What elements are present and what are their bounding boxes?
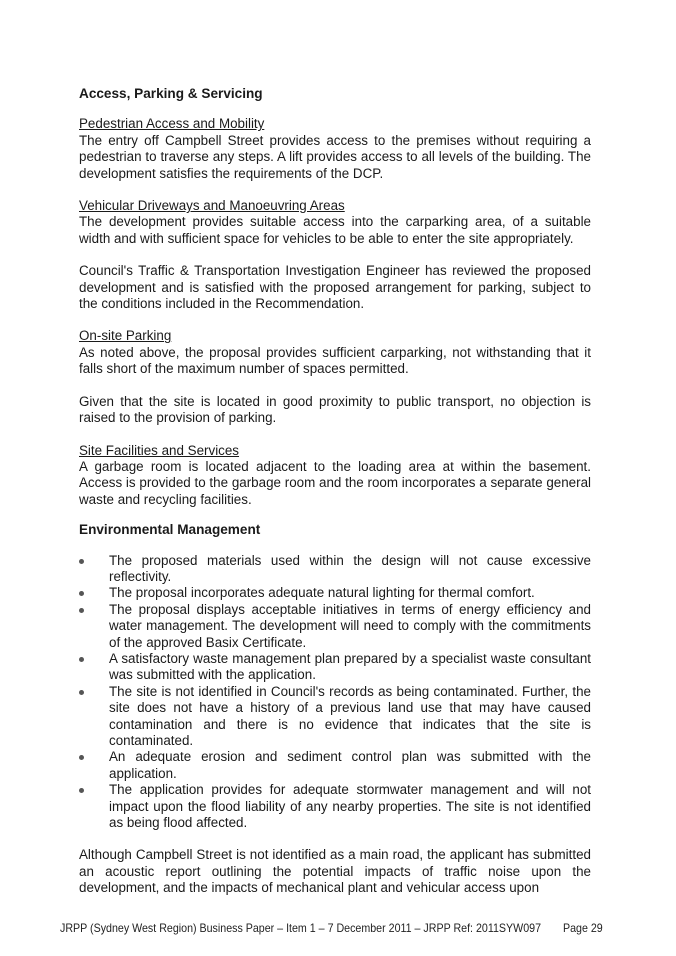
list-item <box>79 684 591 750</box>
bullet-text: The proposal displays acceptable initiatives in terms of energy efficiency and water management. The development will need to comply with the commitments of the approved Basix Certificate. <box>109 601 591 650</box>
page-content <box>79 86 591 897</box>
bullet-icon <box>79 608 84 613</box>
subheading-parking: On-site Parking <box>79 328 172 344</box>
paragraph-facilities: A garbage room is located adjacent to the loading area at within the basement. Access is provided to the garbage room and the room incorporates a separate general waste and recycling facilities. <box>79 458 591 507</box>
bullet-text: The application provides for adequate stormwater management and will not impact upon the flood liability of any nearby properties. The site is not identified as being flood affected. <box>109 782 591 831</box>
list-item <box>79 651 591 684</box>
paragraph-closing: Although Campbell Street is not identified as a main road, the applicant has submitted an acoustic report outlining the potential impacts of traffic noise upon the development, and the impacts of mechanical plant and vehicular access upon <box>79 847 591 896</box>
subsection-vehicular <box>79 198 591 312</box>
bullet-text: The proposal incorporates adequate natural lighting for thermal comfort. <box>109 585 535 601</box>
bullet-icon <box>79 591 84 596</box>
bullet-icon <box>79 657 84 662</box>
list-item <box>79 585 591 601</box>
footer-text: JRPP (Sydney West Region) Business Paper – Item 1 – 7 December 2011 – JRPP Ref: 2011SYW097 <box>60 922 542 935</box>
bullet-text: The site is not identified in Council's records as being contaminated. Further, the site does not have a history of a previous land use that may have caused contamination and there is no evidence that indicates that the site is contaminated. <box>109 683 591 748</box>
paragraph-pedestrian: The entry off Campbell Street provides access to the premises without requiring a pedestrian to traverse any steps. A lift provides access to all levels of the building. The development satisfies the requirements of the DCP. <box>79 132 591 181</box>
page-number: Page 29 <box>563 922 603 935</box>
paragraph-parking-1: As noted above, the proposal provides sufficient carparking, not withstanding that it falls short of the maximum number of spaces permitted. <box>79 344 591 377</box>
bullet-text: The proposed materials used within the design will not cause excessive reflectivity. <box>109 552 591 584</box>
bullet-text: An adequate erosion and sediment control plan was submitted with the application. <box>109 749 591 781</box>
environmental-bullet-list <box>79 553 591 832</box>
bullet-text: A satisfactory waste management plan prepared by a specialist waste consultant was submitted with the application. <box>109 650 591 683</box>
subheading-vehicular: Vehicular Driveways and Manoeuvring Areas <box>79 198 345 214</box>
list-item <box>79 782 591 831</box>
bullet-icon <box>79 690 84 695</box>
bullet-icon <box>79 755 84 760</box>
section-heading-access: Access, Parking & Servicing <box>79 86 263 101</box>
list-item <box>79 602 591 651</box>
subheading-pedestrian: Pedestrian Access and Mobility <box>79 116 265 132</box>
section-heading-environmental: Environmental Management <box>79 522 261 538</box>
paragraph-vehicular-2: Council's Traffic & Transportation Investigation Engineer has reviewed the proposed development and is satisfied with the proposed arrangement for parking, subject to the conditions included in the Recommendation. <box>79 263 591 312</box>
list-item <box>79 749 591 782</box>
subsection-parking <box>79 328 591 426</box>
subsection-facilities <box>79 443 591 509</box>
list-item <box>79 553 591 586</box>
subheading-facilities: Site Facilities and Services <box>79 442 240 458</box>
paragraph-vehicular-1: The development provides suitable access into the carparking area, of a suitable width and with sufficient space for vehicles to be able to enter the site appropriately. <box>79 214 591 246</box>
bullet-icon <box>79 559 84 564</box>
bullet-icon <box>79 788 84 793</box>
subsection-pedestrian <box>79 116 591 182</box>
paragraph-parking-2: Given that the site is located in good proximity to public transport, no objection is raised to the provision of parking. <box>79 393 591 426</box>
